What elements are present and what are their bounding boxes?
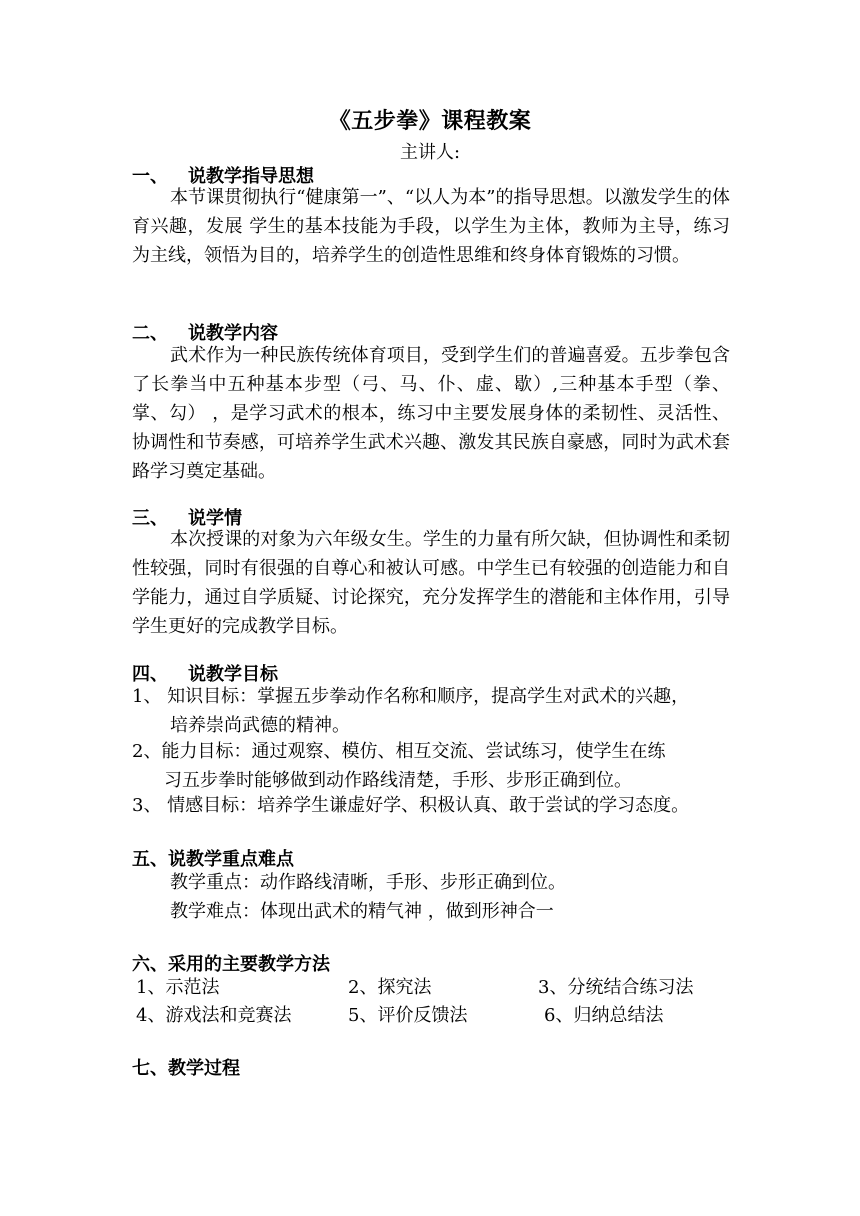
section-1-body: 本节课贯彻执行“健康第一”、“以人为本”的指导思想。以激发学生的体育兴趣，发展 学生的基本技能为手段，以学生为主体，教师为主导，练习为主线，领悟为目的，培养学生的创造性思维和终身体育锻炼的习惯。 <box>132 187 730 266</box>
section-3-number: 三、 <box>132 508 168 529</box>
section-1-title: 说教学指导思想 <box>188 166 314 187</box>
methods-row-1 <box>132 973 732 1002</box>
method-item: 2、探究法 <box>348 977 432 998</box>
section-4-number: 四、 <box>132 664 168 685</box>
section-7-heading: 七、教学过程 <box>132 1058 240 1079</box>
section-1-number: 一、 <box>132 166 168 187</box>
section-2-title: 说教学内容 <box>188 323 278 344</box>
document-title: 《五步拳》课程教案 <box>328 108 532 134</box>
presenter-label: 主讲人: <box>399 142 461 163</box>
method-item: 6、归纳总结法 <box>544 1005 664 1026</box>
section-3-body: 本次授课的对象为六年级女生。学生的力量有所欠缺，但协调性和柔韧性较强，同时有很强的自尊心和被认可感。中学生已有较强的创造能力和自学能力，通过自学质疑、讨论探究，充分发挥学生的潜能和主体作用，引导学生更好的完成教学目标。 <box>132 529 730 637</box>
objective-1-line: 1、 知识目标：掌握五步拳动作名称和顺序，提高学生对武术的兴趣， <box>132 686 690 707</box>
method-item: 3、分统结合练习法 <box>538 977 694 998</box>
section-4-title: 说教学目标 <box>188 664 278 685</box>
objective-1-continuation: 培养崇尚武德的精神。 <box>170 715 350 736</box>
method-item: 5、评价反馈法 <box>348 1005 468 1026</box>
section-5-heading: 五、说教学重点难点 <box>132 849 294 870</box>
objective-3-line: 3、 情感目标：培养学生谦虚好学、积极认真、敢于尝试的学习态度。 <box>132 795 690 816</box>
method-item: 1、示范法 <box>136 977 220 998</box>
objective-item-2 <box>132 737 732 795</box>
section-3-title: 说学情 <box>188 508 242 529</box>
method-item: 4、游戏法和竞赛法 <box>136 1005 292 1026</box>
objective-item-3 <box>132 791 732 820</box>
objective-item-1 <box>132 682 732 740</box>
teaching-difficulty: 教学难点：体现出武术的精气神 ，做到形神合一 <box>170 901 554 922</box>
objective-2-line: 2、能力目标：通过观察、模仿、相互交流、尝试练习，使学生在练 <box>132 741 666 762</box>
teaching-key-point: 教学重点：动作路线清晰，手形、步形正确到位。 <box>170 872 566 893</box>
section-2-body: 武术作为一种民族传统体育项目，受到学生们的普遍喜爱。五步拳包含了长拳当中五种基本步型（弓、马、仆、虚、歇）,三种基本手型（拳、掌、勾） ，是学习武术的根本，练习中主要发展身体的柔韧性、灵活性、协调性和节奏感，可培养学生武术兴趣、激发其民族自豪感，同时为武术套路学习奠定基础。 <box>132 345 730 482</box>
methods-row-2 <box>132 1001 732 1030</box>
section-6-heading: 六、采用的主要教学方法 <box>132 954 330 975</box>
section-2-number: 二、 <box>132 323 168 344</box>
objective-2-continuation: 习五步拳时能够做到动作路线清楚，手形、步形正确到位。 <box>164 770 632 791</box>
